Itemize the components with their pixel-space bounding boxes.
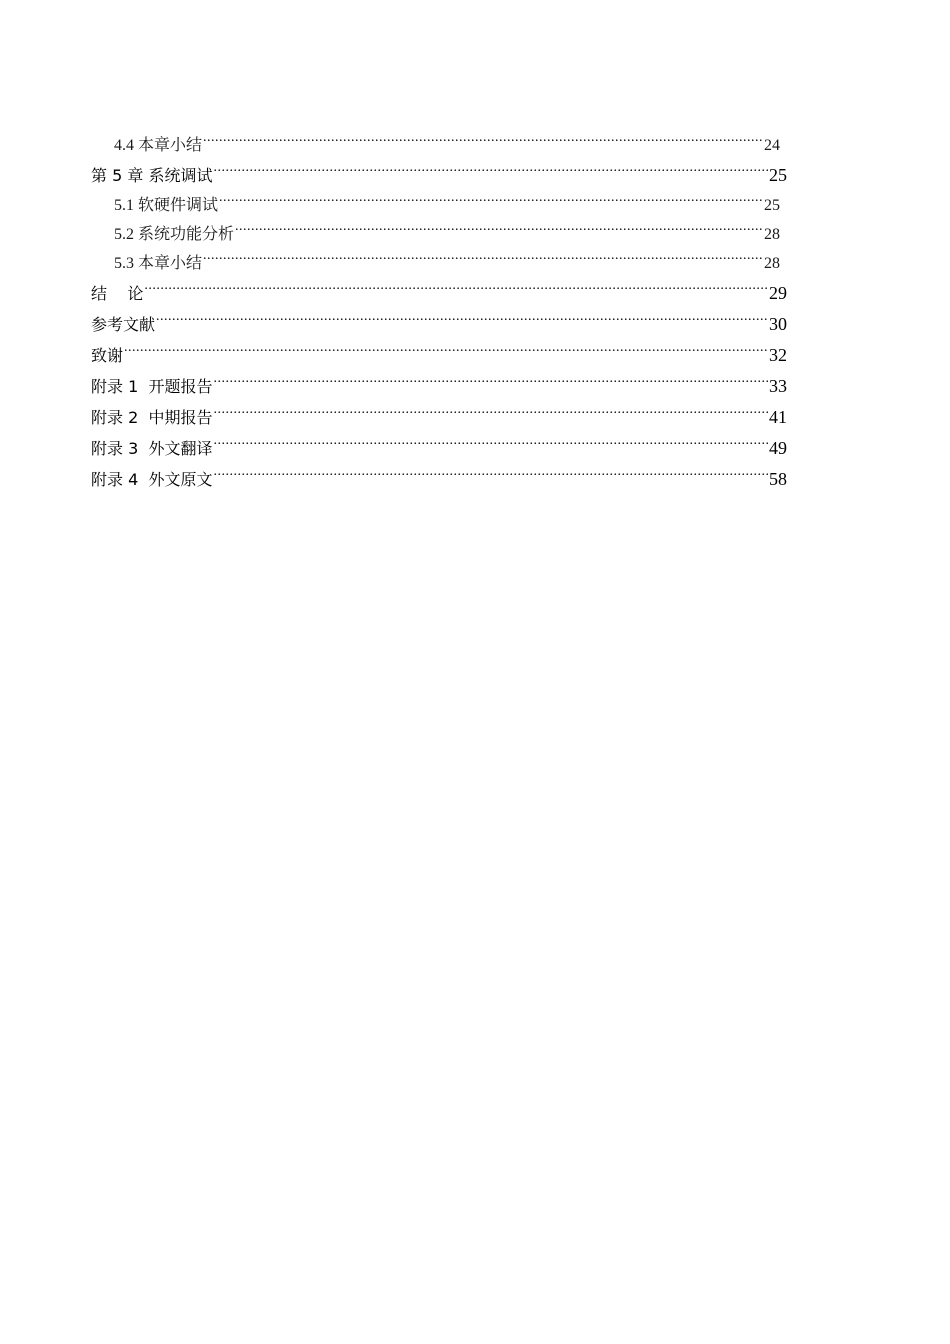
toc-dot-leader [213,437,768,454]
toc-entry-page: 28 [764,226,780,243]
toc-entry-title: 5.3 本章小结 [114,255,203,272]
toc-dot-leader [213,164,768,181]
toc-entry-4-4[interactable] [91,132,780,160]
toc-entry-title: 附录 3 外文翻译 [91,439,213,458]
toc-entry-page: 33 [769,376,787,396]
toc-dot-leader [203,252,763,268]
toc-entry-references[interactable] [91,309,787,340]
toc-entry-appendix-3[interactable] [91,433,787,464]
toc-entry-page: 29 [769,283,787,303]
toc-dot-leader [235,223,763,239]
toc-entry-page: 24 [764,137,780,154]
toc-entry-appendix-2[interactable] [91,402,787,433]
toc-entry-title: 5.2 系统功能分析 [114,226,235,243]
toc-entry-page: 25 [764,197,780,214]
toc-entry-acknowledgements[interactable] [91,340,787,371]
toc-entry-page: 58 [769,469,787,489]
toc-dot-leader [156,313,768,330]
toc-entry-page: 25 [769,165,787,185]
toc-entry-title: 4.4 本章小结 [114,137,203,154]
toc-entry-chapter-5[interactable] [91,160,787,191]
toc-entry-title: 参考文献 [91,315,156,334]
toc-dot-leader [213,375,768,392]
toc-dot-leader [213,468,768,485]
toc-entry-5-1[interactable] [91,191,780,220]
toc-entry-page: 49 [769,438,787,458]
toc-entry-5-3[interactable] [91,249,780,278]
toc-dot-leader [203,134,763,150]
toc-entry-title: 结 论 [91,284,144,303]
toc-entry-page: 30 [769,314,787,334]
toc-entry-title: 附录 1 开题报告 [91,377,213,396]
toc-entry-title: 附录 2 中期报告 [91,408,213,427]
toc-entry-title: 5.1 软硬件调试 [114,197,219,214]
toc-entry-title: 附录 4 外文原文 [91,470,213,489]
toc-entry-title: 第 5 章 系统调试 [91,166,213,185]
toc-dot-leader [144,282,768,299]
table-of-contents [91,132,787,495]
toc-entry-page: 32 [769,345,787,365]
toc-entry-appendix-4[interactable] [91,464,787,495]
toc-entry-page: 41 [769,407,787,427]
toc-entry-page: 28 [764,255,780,272]
toc-dot-leader [219,194,763,210]
toc-entry-title: 致谢 [91,346,124,365]
toc-entry-conclusion[interactable] [91,278,787,309]
toc-dot-leader [213,406,768,423]
toc-dot-leader [124,344,768,361]
toc-entry-appendix-1[interactable] [91,371,787,402]
toc-entry-5-2[interactable] [91,220,780,249]
